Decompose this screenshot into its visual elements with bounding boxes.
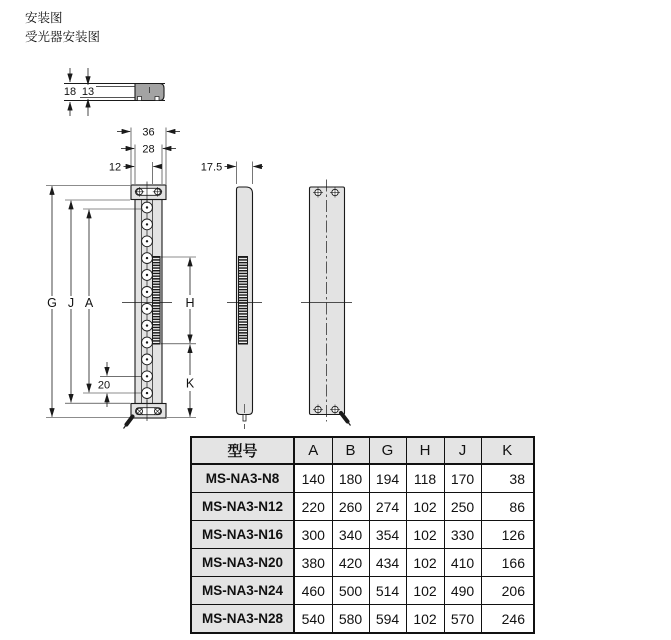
rear-body: [310, 187, 345, 415]
header-J: J: [444, 437, 481, 464]
value-cell: 250: [444, 493, 481, 521]
value-cell: 166: [481, 549, 534, 577]
value-cell: 102: [406, 493, 444, 521]
dim-28-label: 28: [142, 143, 155, 156]
value-cell: 180: [332, 464, 369, 493]
rear-view: [301, 180, 352, 426]
value-cell: 460: [294, 577, 332, 605]
value-cell: 38: [481, 464, 534, 493]
model-cell: MS-NA3-N20: [191, 549, 294, 577]
model-cell: MS-NA3-N12: [191, 493, 294, 521]
page-title: 安装图: [25, 11, 63, 25]
model-cell: MS-NA3-N24: [191, 577, 294, 605]
value-cell: 420: [332, 549, 369, 577]
table-row: [191, 605, 534, 634]
value-cell: 500: [332, 577, 369, 605]
page-subtitle: 受光器安装图: [25, 30, 101, 44]
value-cell: 594: [369, 605, 406, 634]
value-cell: 246: [481, 605, 534, 634]
header-A: A: [294, 437, 332, 464]
header-B: B: [332, 437, 369, 464]
dim-18-label: 18: [63, 85, 77, 98]
rear-cable-connector: [341, 413, 351, 426]
top-view: [64, 84, 165, 101]
header-K: K: [481, 437, 534, 464]
value-cell: 102: [406, 605, 444, 634]
value-cell: 340: [332, 521, 369, 549]
header-model: 型号: [191, 437, 294, 464]
value-cell: 102: [406, 549, 444, 577]
value-cell: 434: [369, 549, 406, 577]
value-cell: 220: [294, 493, 332, 521]
dim-H-label: H: [185, 295, 195, 310]
value-cell: 330: [444, 521, 481, 549]
value-cell: 86: [481, 493, 534, 521]
value-cell: 274: [369, 493, 406, 521]
table-row: [191, 521, 534, 549]
header-H: H: [406, 437, 444, 464]
value-cell: 300: [294, 521, 332, 549]
value-cell: 170: [444, 464, 481, 493]
side-pin: [243, 415, 246, 422]
front-beam-window: [153, 257, 161, 345]
model-cell: MS-NA3-N16: [191, 521, 294, 549]
side-beam-window: [239, 257, 248, 345]
model-cell: MS-NA3-N28: [191, 605, 294, 634]
value-cell: 514: [369, 577, 406, 605]
dim-K-label: K: [185, 376, 195, 391]
value-cell: 194: [369, 464, 406, 493]
value-cell: 490: [444, 577, 481, 605]
dim-20-label: 20: [97, 379, 111, 392]
spec-table: [190, 436, 535, 634]
front-view: [122, 182, 172, 429]
dim-G-label: G: [47, 295, 57, 310]
dim-12-label: 12: [108, 161, 122, 174]
table-row: [191, 464, 534, 493]
value-cell: 102: [406, 521, 444, 549]
value-cell: 118: [406, 464, 444, 493]
model-cell: MS-NA3-N8: [191, 464, 294, 493]
value-cell: 102: [406, 577, 444, 605]
dim-13-label: 13: [81, 85, 95, 98]
side-view: [227, 187, 262, 429]
table-row: [191, 493, 534, 521]
cable-connector: [124, 417, 133, 429]
value-cell: 380: [294, 549, 332, 577]
value-cell: 140: [294, 464, 332, 493]
value-cell: 540: [294, 605, 332, 634]
value-cell: 206: [481, 577, 534, 605]
dim-17-5-label: 17.5: [200, 161, 223, 174]
header-G: G: [369, 437, 406, 464]
table-header-row: [191, 437, 534, 464]
table-row: [191, 577, 534, 605]
value-cell: 126: [481, 521, 534, 549]
value-cell: 410: [444, 549, 481, 577]
table-row: [191, 549, 534, 577]
value-cell: 570: [444, 605, 481, 634]
dim-J-label: J: [67, 295, 75, 310]
value-cell: 260: [332, 493, 369, 521]
dim-36-label: 36: [142, 126, 155, 139]
value-cell: 580: [332, 605, 369, 634]
dim-A-label: A: [84, 295, 94, 310]
value-cell: 354: [369, 521, 406, 549]
